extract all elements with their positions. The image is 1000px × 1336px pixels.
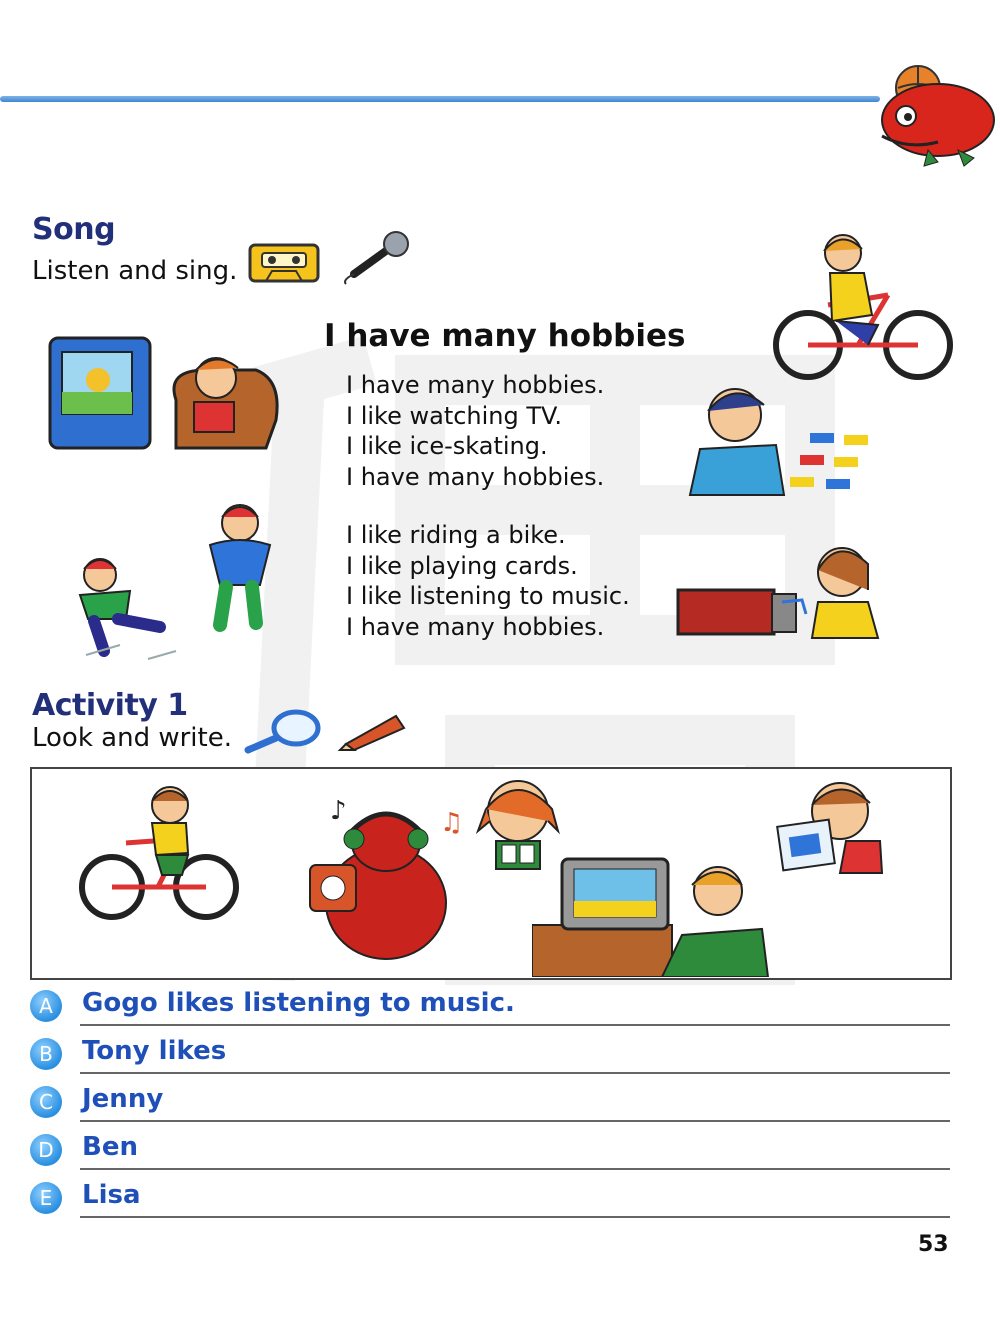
song-verse-1 (346, 370, 604, 492)
riding-bike-illustration (768, 225, 958, 385)
playing-cards-illustration (680, 375, 890, 505)
listening-music-illustration (672, 530, 892, 640)
answer-row-e (30, 1178, 950, 1222)
answer-row-d (30, 1130, 950, 1174)
svg-text:♫: ♫ (440, 808, 464, 838)
song-line: I like riding a bike. (346, 521, 566, 549)
answer-row-b (30, 1034, 950, 1078)
boy-watching-tv-picture (532, 855, 772, 977)
answer-text: Gogo likes listening to music. (82, 988, 515, 1018)
song-line: I like listening to music. (346, 582, 630, 610)
microphone-icon (338, 230, 414, 286)
answer-letter-badge: D (30, 1134, 62, 1166)
answer-line[interactable] (80, 1072, 950, 1074)
answer-letter-badge: E (30, 1182, 62, 1214)
activity-instruction: Look and write. (32, 723, 232, 753)
pencil-icon (336, 710, 410, 752)
answer-letter-badge: C (30, 1086, 62, 1118)
gogo-music-picture (300, 797, 470, 967)
answer-text: Tony likes (82, 1036, 227, 1066)
song-line: I like ice-skating. (346, 432, 548, 460)
svg-text:♪: ♪ (330, 797, 347, 826)
answer-letter-badge: A (30, 990, 62, 1022)
answer-line[interactable] (80, 1024, 950, 1026)
dragon-mascot (868, 50, 1000, 170)
boy-reading-picture (776, 775, 886, 875)
answer-line[interactable] (80, 1216, 950, 1218)
answer-row-c (30, 1082, 950, 1126)
song-line: I have many hobbies. (346, 612, 605, 641)
watching-tv-illustration (46, 330, 286, 460)
song-line: I like playing cards. (346, 551, 578, 580)
song-line: I have many hobbies. (346, 462, 605, 491)
magnifier-icon (242, 708, 324, 754)
header-rule (0, 96, 880, 102)
answer-line[interactable] (80, 1120, 950, 1122)
song-title: I have many hobbies (324, 318, 686, 354)
answer-letter-badge: B (30, 1038, 62, 1070)
song-line: I have many hobbies. (346, 371, 605, 399)
answer-text: Lisa (82, 1180, 141, 1210)
page-number: 53 (918, 1232, 949, 1257)
answer-text: Jenny (82, 1084, 164, 1114)
song-instruction: Listen and sing. (32, 256, 238, 286)
cassette-icon (248, 243, 320, 283)
activity-picture-box (30, 767, 952, 980)
answer-text: Ben (82, 1132, 138, 1162)
answer-line[interactable] (80, 1168, 950, 1170)
boy-riding-bike-picture (72, 783, 242, 923)
ice-skating-illustration (60, 495, 280, 675)
song-verse-2 (346, 520, 630, 642)
answer-row-a (30, 986, 950, 1030)
song-line: I like watching TV. (346, 401, 562, 430)
song-heading: Song (32, 212, 116, 247)
activity-heading: Activity 1 (32, 688, 188, 723)
